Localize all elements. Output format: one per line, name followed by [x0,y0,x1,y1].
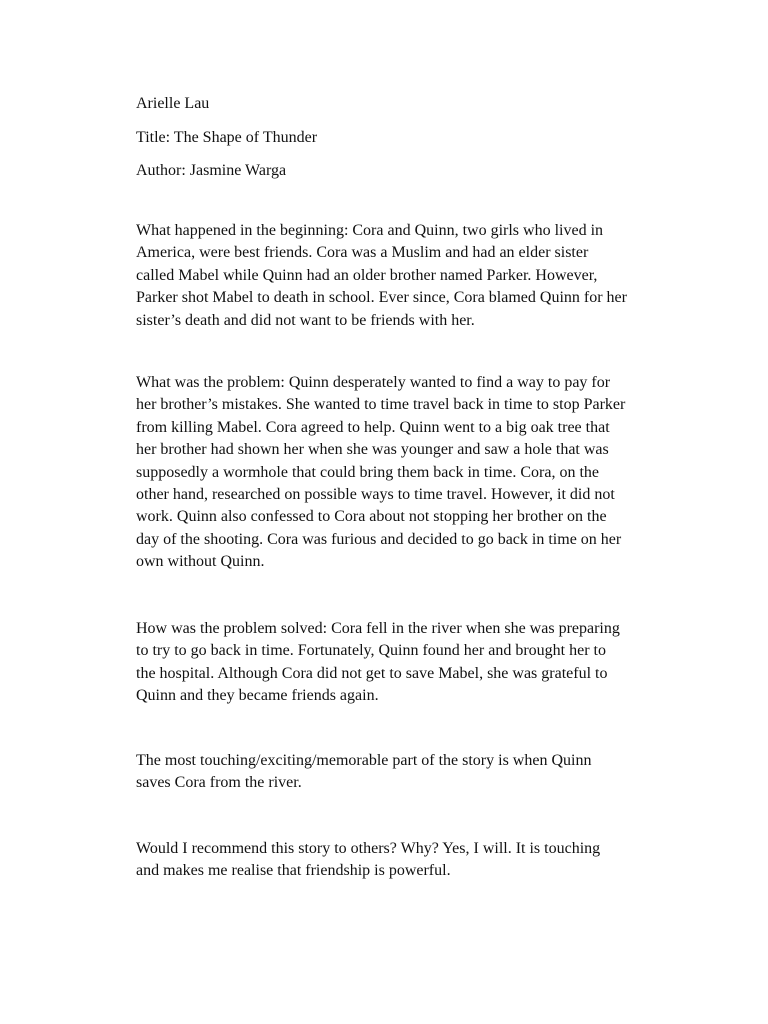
paragraph-line: the hospital. Although Cora did not get to save Mabel, she was grateful to [136,664,608,682]
paragraph-line: America, were best friends. Cora was a Muslim and had an elder sister [136,244,589,262]
paragraph-recommend [136,838,681,883]
paragraph-line: How was the problem solved: Cora fell in the river when she was preparing [136,620,620,637]
paragraph-line: own without Quinn. [136,553,265,571]
paragraph-line: work. Quinn also confessed to Cora about not stopping her brother on the [136,508,607,526]
paragraph-solution [136,618,681,708]
paragraph-line: The most touching/exciting/memorable part of the story is when Quinn [136,752,592,769]
paragraph-line: from killing Mabel. Cora agreed to help. Quinn went to a big oak tree that [136,418,610,436]
paragraph-line: Parker shot Mabel to death in school. Ever since, Cora blamed Quinn for her [136,289,627,307]
paragraph-line: other hand, researched on possible ways to time travel. However, it did not [136,486,615,504]
paragraph-line: to try to go back in time. Fortunately, Quinn found her and brought her to [136,642,606,660]
paragraph-line: What happened in the beginning: Cora and Quinn, two girls who lived in [136,222,604,239]
paragraph-line: saves Cora from the river. [136,774,302,792]
paragraph-line: day of the shooting. Cora was furious and decided to go back in time on her [136,530,622,548]
student-name: Arielle Lau [136,95,210,112]
paragraph-line: her brother had shown her when she was younger and saw a hole that was [136,441,609,459]
book-title: Title: The Shape of Thunder [136,129,318,146]
paragraph-line: and makes me realise that friendship is powerful. [136,862,451,880]
book-author: Author: Jasmine Warga [136,162,287,179]
paragraph-problem [136,372,681,574]
paragraph-memorable [136,750,681,795]
paragraph-line: her brother’s mistakes. She wanted to time travel back in time to stop Parker [136,396,626,414]
paragraph-beginning [136,220,681,332]
paragraph-line: Quinn and they became friends again. [136,687,379,705]
paragraph-line: sister’s death and did not want to be friends with her. [136,311,475,329]
paragraph-line: What was the problem: Quinn desperately wanted to find a way to pay for [136,374,611,391]
paragraph-line: Would I recommend this story to others? Why? Yes, I will. It is touching [136,840,601,857]
paragraph-line: supposedly a wormhole that could bring them back in time. Cora, on the [136,463,600,481]
paragraph-line: called Mabel while Quinn had an older brother named Parker. However, [136,266,598,284]
